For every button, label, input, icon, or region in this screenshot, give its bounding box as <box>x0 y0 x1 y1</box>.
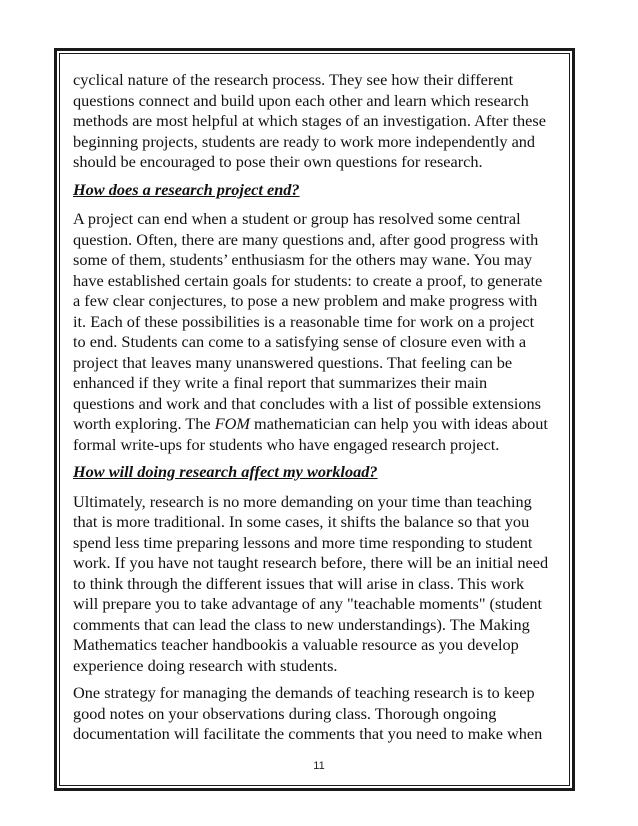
text-line: should be encouraged to pose their own questions for research. <box>73 152 483 171</box>
paragraph-project-end <box>73 209 568 455</box>
emphasis-fom: FOM <box>214 414 250 433</box>
text-line: questions connect and build upon each other and learn which research <box>73 90 529 110</box>
text-line: cyclical nature of the research process. They see how their different <box>73 70 514 89</box>
text-line: Mathematics teacher handbookis a valuable resource as you develop <box>73 635 519 654</box>
text-line: beginning projects, students are ready to work more independently and <box>73 131 536 151</box>
text-line: A project can end when a student or group has resolved some central <box>73 209 521 228</box>
text-line: good notes on your observations during class. Thorough ongoing <box>73 703 497 723</box>
text-line: experience doing research with students. <box>73 655 338 675</box>
text-line: some of them, students’ enthusiasm for the others may wane. You may <box>73 250 533 269</box>
text-line: comments that can lead the class to new understandings). The Making <box>73 614 530 634</box>
paragraph-research-cycle <box>73 70 568 173</box>
text-line: spend less time preparing lessons and more time responding to student <box>73 532 533 552</box>
heading-project-end: How does a research project end? <box>73 179 300 199</box>
text-line: have established certain goals for students: to create a proof, to generate <box>73 270 543 290</box>
text-line: Ultimately, research is no more demanding on your time than teaching <box>73 491 532 511</box>
text-line: methods are most helpful at which stages of an investigation. After these <box>73 111 546 130</box>
text-line <box>73 414 568 435</box>
text-line: question. Often, there are many questions and, after good progress with <box>73 229 539 249</box>
text-line: to think through the different issues that will arise in class. This work <box>73 573 525 593</box>
text-line: One strategy for managing the demands of teaching research is to keep <box>73 683 535 702</box>
paragraph-strategy <box>73 683 568 745</box>
text-line: work. If you have not taught research before, there will be an initial need <box>73 553 549 572</box>
text-line: questions and work and that concludes with a list of possible extensions <box>73 393 542 413</box>
paragraph-workload <box>73 492 568 677</box>
text-line: enhanced if they write a final report that summarizes their main <box>73 373 488 392</box>
text-line: will prepare you to take advantage of any "teachable moments" (student <box>73 594 543 613</box>
text-line: that is more traditional. In some cases, it shifts the balance so that you <box>73 512 530 531</box>
page-content <box>73 70 568 752</box>
text-line: it. Each of these possibilities is a reasonable time for work on a project <box>73 311 535 331</box>
heading-workload: How will doing research affect my workload? <box>73 462 378 481</box>
text-fragment: mathematician can help you with ideas about <box>249 414 548 433</box>
text-fragment: worth exploring. The <box>73 414 215 433</box>
text-line: project that leaves many unanswered questions. That feeling can be <box>73 352 513 372</box>
page-number: 11 <box>313 760 325 772</box>
text-line: formal write-ups for students who have engaged research project. <box>73 434 500 454</box>
text-line: documentation will facilitate the comments that you need to make when <box>73 724 543 743</box>
text-line: a few clear conjectures, to pose a new problem and make progress with <box>73 291 538 310</box>
text-line: to end. Students can come to a satisfying sense of closure even with a <box>73 332 527 351</box>
